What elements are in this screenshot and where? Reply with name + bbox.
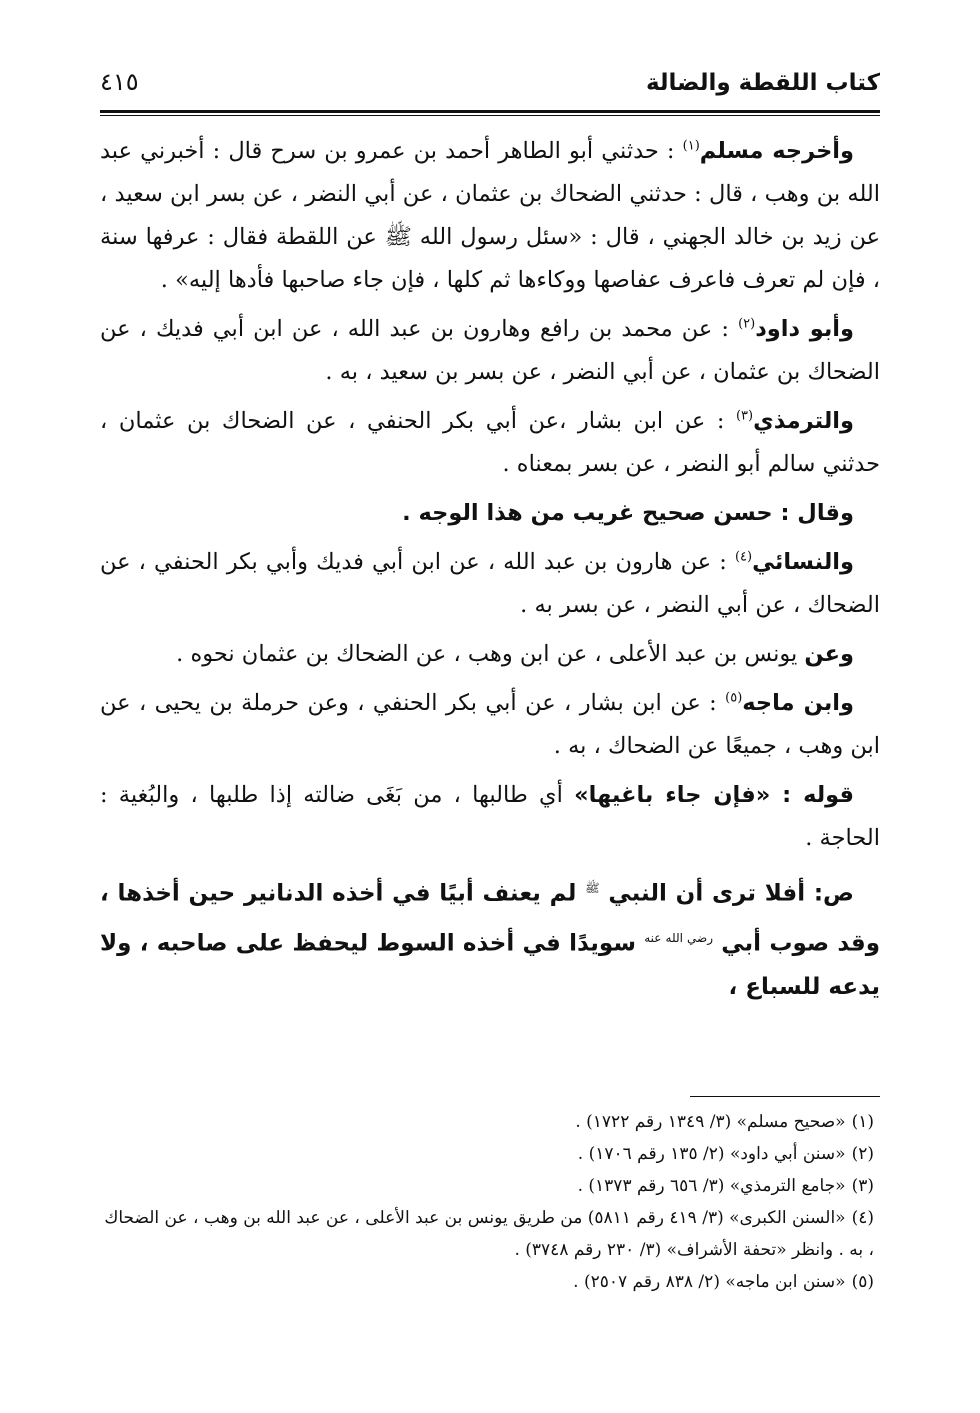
main-text bbox=[100, 130, 880, 1009]
honorific-glyph: رضي الله عنه bbox=[644, 930, 713, 945]
header-rule-thick bbox=[100, 110, 880, 113]
footnote-item bbox=[100, 1202, 880, 1266]
footnote-number: (١) bbox=[851, 1112, 874, 1132]
footnote-number: (٣) bbox=[851, 1176, 874, 1196]
footnote-text: «سنن ابن ماجه» (٢/ ٨٣٨ رقم ٢٥٠٧) . bbox=[573, 1272, 846, 1292]
paragraph-yunus bbox=[100, 633, 880, 676]
footnote-text: «صحيح مسلم» (٣/ ١٣٤٩ رقم ١٧٢٢) . bbox=[575, 1112, 846, 1132]
paragraph-ibn-majah bbox=[100, 682, 880, 768]
footnote-item bbox=[100, 1138, 880, 1170]
footnote-number: (٥) bbox=[851, 1272, 874, 1292]
paragraph-lead: والنسائي bbox=[752, 549, 854, 575]
footnote-item bbox=[100, 1170, 880, 1202]
paragraph-text: : عن ابن بشار ،عن أبي بكر الحنفي ، عن الضحاك بن عثمان ، حدثني سالم أبو النضر ، عن بسر بمعناه . bbox=[100, 408, 880, 477]
footnote-ref: (٣) bbox=[735, 408, 754, 424]
paragraph-text: : عن محمد بن رافع وهارون بن عبد الله ، عن ابن أبي فديك ، عن الضحاك بن عثمان ، عن أبي النضر ، عن بسر بن سعيد ، به . bbox=[100, 316, 880, 385]
paragraph-tirmidhi-grade: وقال : حسن صحيح غريب من هذا الوجه . bbox=[402, 500, 854, 526]
footnote-ref: (٤) bbox=[734, 549, 753, 565]
page-header bbox=[100, 60, 880, 104]
paragraph-lead: وعن bbox=[804, 641, 854, 667]
book-page bbox=[100, 60, 880, 1360]
footnotes bbox=[100, 1106, 880, 1298]
footnote-ref: (٥) bbox=[725, 690, 743, 706]
paragraph-sad bbox=[100, 866, 880, 1009]
paragraph-gloss bbox=[100, 774, 880, 860]
paragraph-lead: وابن ماجه bbox=[742, 690, 855, 716]
footnote-text: «سنن أبي داود» (٢/ ١٣٥ رقم ١٧٠٦) . bbox=[577, 1144, 846, 1164]
paragraph-lead: والترمذي bbox=[753, 408, 854, 434]
paragraph-lead: قوله : «فإن جاء باغيها» bbox=[574, 782, 854, 808]
chapter-title: كتاب اللقطة والضالة bbox=[645, 70, 880, 96]
paragraph-text: : عن هارون بن عبد الله ، عن ابن أبي فديك وأبي بكر الحنفي ، عن الضحاك ، عن أبي النضر ، عن بسر به . bbox=[100, 549, 880, 618]
header-rule-thin bbox=[100, 115, 880, 116]
paragraph-text: أي طالبها ، من بَغَى ضالته إذا طلبها ، والبُغية : الحاجة . bbox=[100, 782, 880, 851]
paragraph-lead: وأبو داود bbox=[755, 316, 854, 342]
paragraph-lead: وأخرجه مسلم bbox=[699, 138, 855, 164]
footnote-item bbox=[100, 1106, 880, 1138]
paragraph-text: : عن ابن بشار ، عن أبي بكر الحنفي ، وعن حرملة بن يحيى ، عن ابن وهب ، جميعًا عن الضحاك ، به . bbox=[100, 690, 880, 759]
footnote-ref: (١) bbox=[682, 138, 700, 154]
sad-text-part3: سويدًا في أخذه السوط ليحفظ على صاحبه ، ولا يدعه للسباع ، bbox=[100, 930, 880, 1001]
sad-text-part1: ص: أفلا ترى أن النبي bbox=[608, 880, 855, 907]
footnote-number: (٢) bbox=[851, 1144, 874, 1164]
paragraph-tirmidhi bbox=[100, 400, 880, 486]
footnote-text: «السنن الكبرى» (٣/ ٤١٩ رقم ٥٨١١) من طريق يونس بن عبد الأعلى ، عن عبد الله بن وهب ، عن الضحاك ، به . وانظر «تحفة الأشراف» (٣/ ٢٣٠ رقم ٣٧٤٨) . bbox=[104, 1208, 874, 1260]
paragraph-nasai bbox=[100, 541, 880, 627]
footnote-text: «جامع الترمذي» (٣/ ٦٥٦ رقم ١٣٧٣) . bbox=[577, 1176, 846, 1196]
paragraph-text: يونس بن عبد الأعلى ، عن ابن وهب ، عن الضحاك بن عثمان نحوه . bbox=[176, 641, 798, 667]
footnote-number: (٤) bbox=[851, 1208, 874, 1228]
paragraph-abu-dawud bbox=[100, 308, 880, 394]
honorific-glyph: ﷺ bbox=[585, 881, 600, 895]
footnote-separator bbox=[690, 1096, 880, 1097]
footnote-ref: (٢) bbox=[738, 316, 756, 332]
page-number: ٤١٥ bbox=[100, 68, 139, 96]
footnote-item bbox=[100, 1266, 880, 1298]
paragraph-muslim bbox=[100, 130, 880, 302]
paragraph-text: : حدثني أبو الطاهر أحمد بن عمرو بن سرح قال : أخبرني عبد الله بن وهب ، قال : حدثني الضحاك بن عثمان ، عن أبي النضر ، عن بسر ابن سعيد ، عن زيد بن خالد الجهني ، قال : «سئل رسول الله ﷺ عن اللقطة فقال : عرفها سنة ، فإن لم تعرف فاعرف عفاصها ووكاءها ثم كلها ، فإن جاء صاحبها فأدها إليه» . bbox=[100, 138, 880, 293]
sad-text-part2: لم يعنف أبيًا في أخذه الدنانير حين أخذها ، وقد صوب أبي bbox=[100, 880, 881, 957]
